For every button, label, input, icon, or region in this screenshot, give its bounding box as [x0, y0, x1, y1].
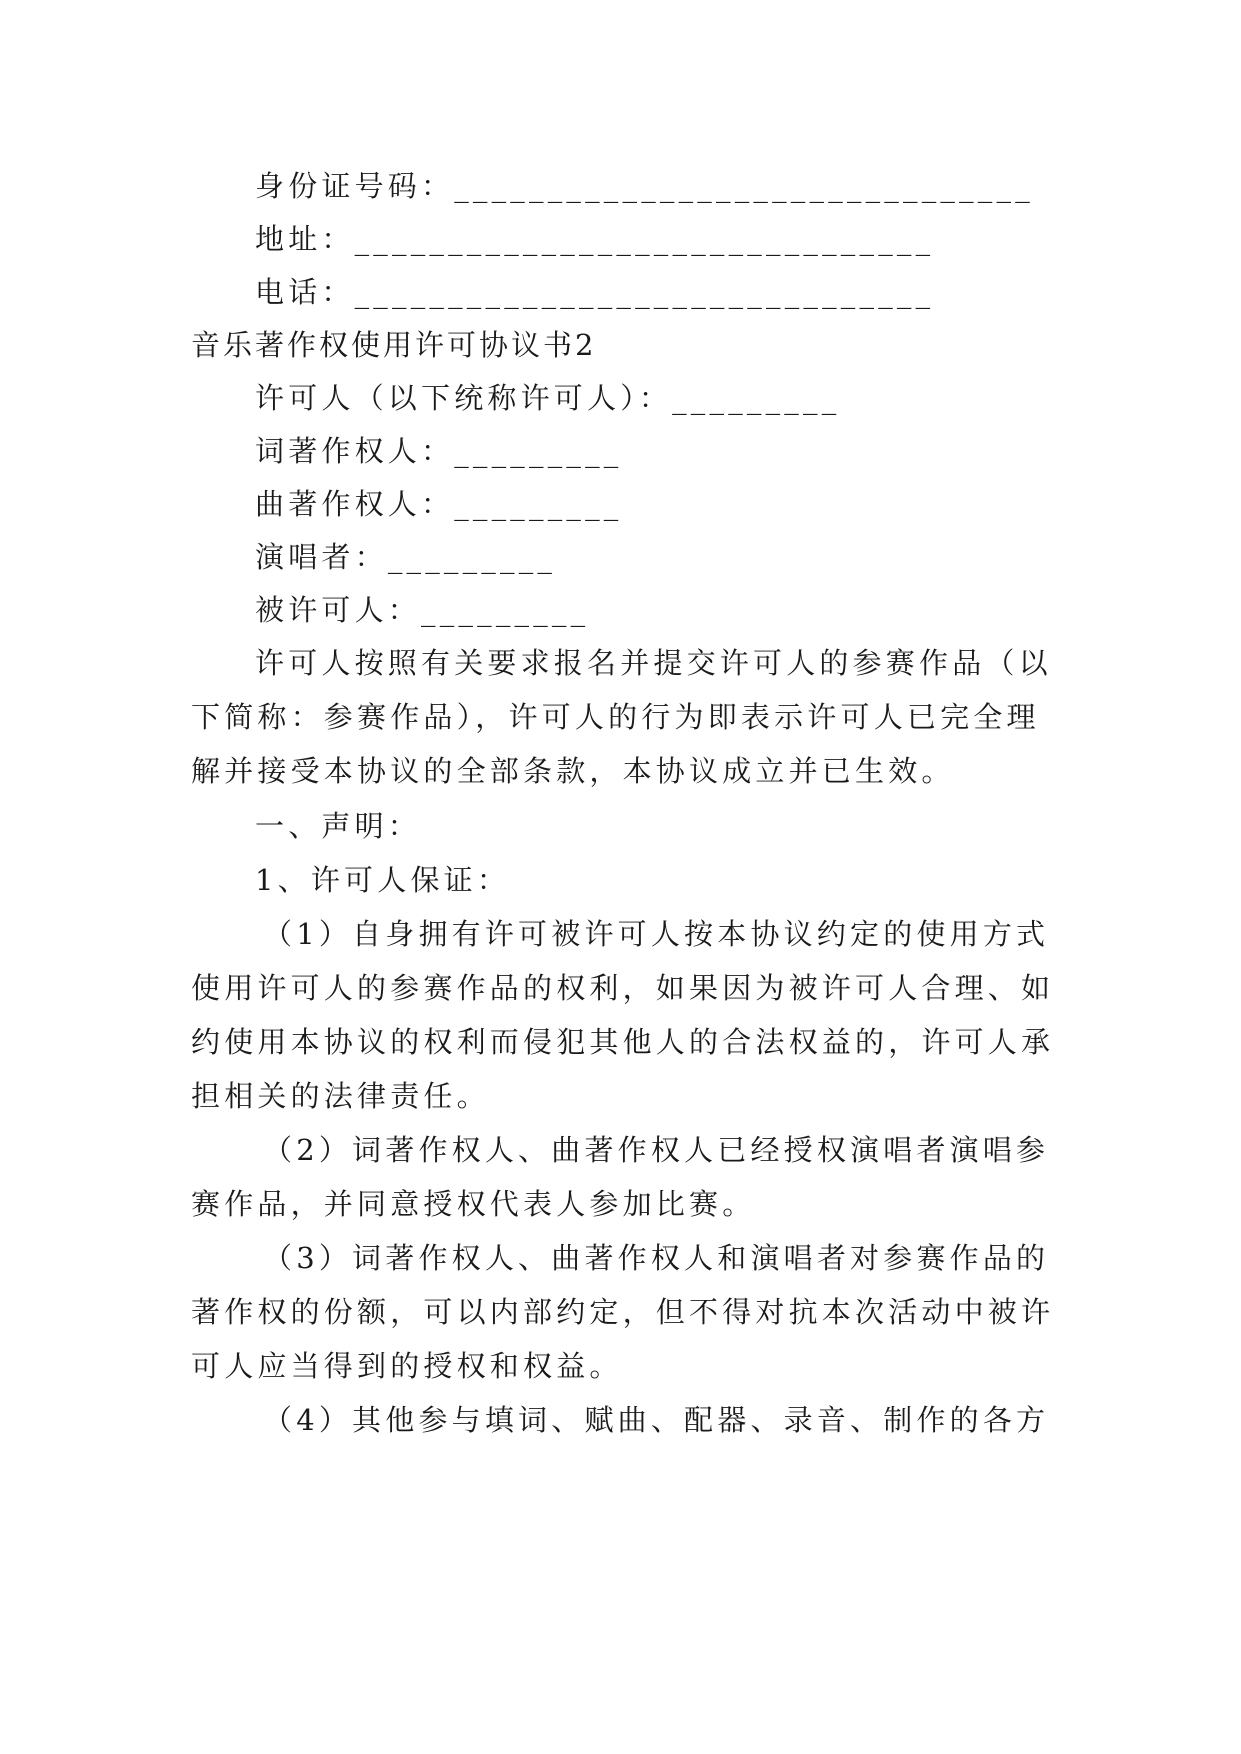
- paragraph-line: （3）词著作权人、曲著作权人和演唱者对参赛作品的: [263, 1241, 1050, 1275]
- paragraph-line: 担相关的法律责任。: [191, 1079, 490, 1113]
- heading-licensor-guarantee: 1、许可人保证：: [255, 863, 511, 897]
- field-label: 地址：: [255, 222, 355, 256]
- address-field: [255, 221, 934, 257]
- field-label: 词著作权人：: [255, 434, 455, 468]
- field-label: 曲著作权人：: [255, 487, 455, 521]
- paragraph-line: 许可人按照有关要求报名并提交许可人的参赛作品（以: [255, 646, 1052, 680]
- id-number-field: [255, 168, 1034, 204]
- field-blank: _________: [454, 434, 623, 468]
- field-blank: _________: [387, 540, 557, 574]
- licensor-field: [255, 380, 840, 416]
- field-blank: _________: [672, 381, 841, 415]
- field-blank: _________: [454, 487, 623, 521]
- paragraph-line: （2）词著作权人、曲著作权人已经授权演唱者演唱参: [263, 1133, 1050, 1167]
- performer-field: [255, 539, 556, 575]
- field-label: 许可人（以下统称许可人）：: [255, 381, 673, 415]
- field-blank: _______________________________: [354, 275, 935, 309]
- paragraph-line: 著作权的份额，可以内部约定，但不得对抗本次活动中被许: [191, 1295, 1055, 1329]
- field-blank: _______________________________: [354, 222, 935, 256]
- heading-declaration: 一、声明：: [255, 809, 422, 843]
- field-blank: _________: [421, 593, 590, 627]
- field-blank: _______________________________: [454, 169, 1034, 203]
- phone-field: [255, 274, 934, 310]
- licensee-field: [255, 592, 589, 628]
- field-label: 身份证号码：: [255, 169, 455, 203]
- music-copyright-holder-field: [255, 486, 623, 522]
- field-label: 演唱者：: [255, 540, 388, 574]
- lyric-copyright-holder-field: [255, 433, 623, 469]
- paragraph-line: 约使用本协议的权利而侵犯其他人的合法权益的，许可人承: [191, 1025, 1055, 1059]
- field-label: 被许可人：: [255, 593, 422, 627]
- paragraph-line: 赛作品，并同意授权代表人参加比赛。: [191, 1187, 756, 1221]
- paragraph-line: （1）自身拥有许可被许可人按本协议约定的使用方式: [263, 917, 1050, 951]
- paragraph-line: 使用许可人的参赛作品的权利，如果因为被许可人合理、如: [191, 971, 1055, 1005]
- section-title: 音乐著作权使用许可协议书2: [191, 328, 597, 362]
- paragraph-line: 解并接受本协议的全部条款，本协议成立并已生效。: [191, 754, 955, 788]
- field-label: 电话：: [255, 275, 355, 309]
- paragraph-line: （4）其他参与填词、赋曲、配器、录音、制作的各方: [263, 1403, 1050, 1437]
- paragraph-line: 下简称：参赛作品），许可人的行为即表示许可人已完全理: [191, 700, 1040, 734]
- paragraph-line: 可人应当得到的授权和权益。: [191, 1349, 623, 1383]
